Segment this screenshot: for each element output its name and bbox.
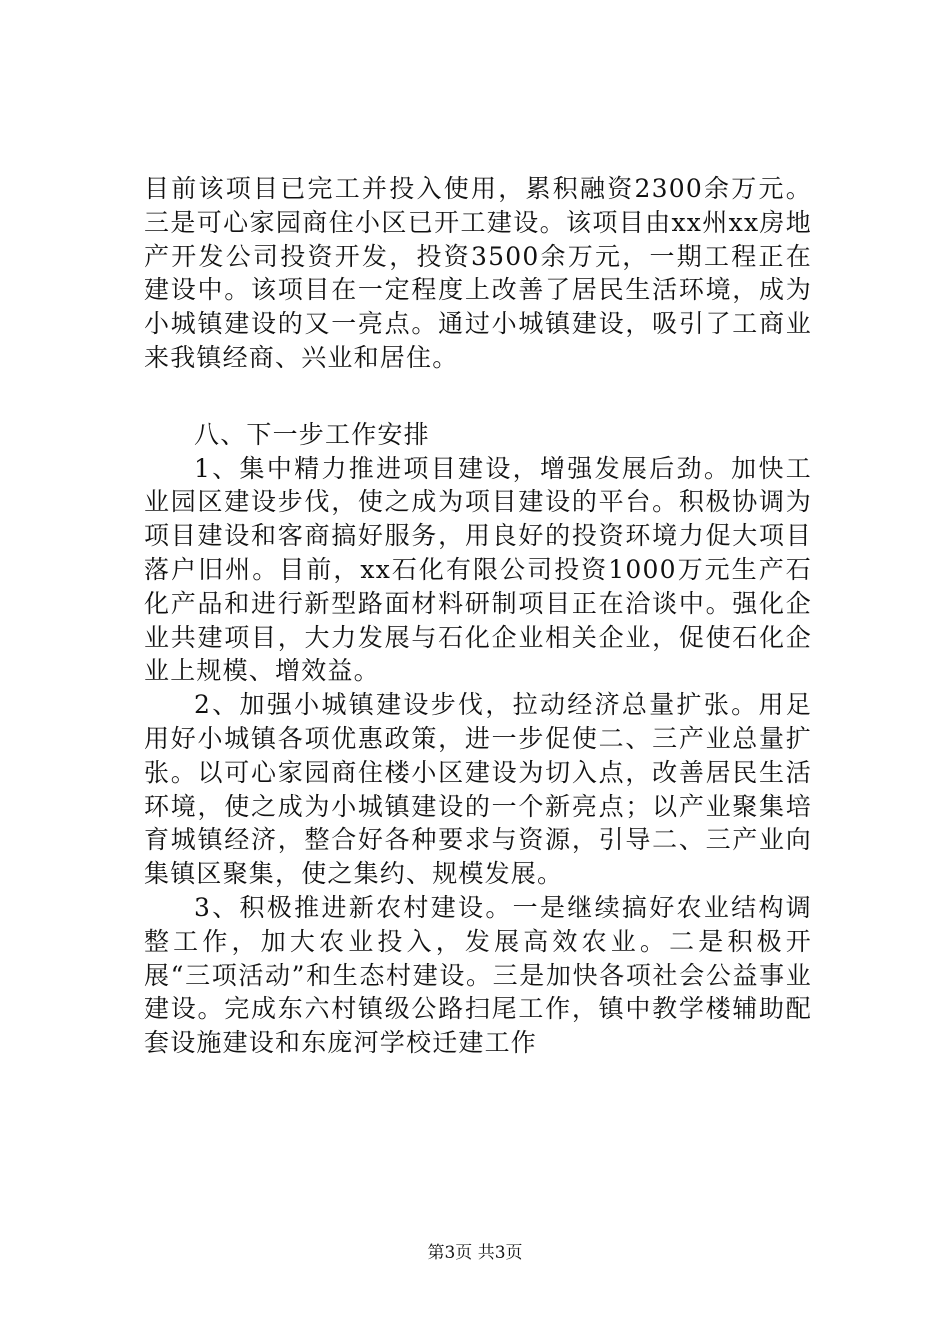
document-body	[144, 172, 812, 1060]
body-paragraph: 目前该项目已完工并投入使用，累积融资2300余万元。三是可心家园商住小区已开工建设。该项目由xx州xx房地产开发公司投资开发，投资3500余万元，一期工程正在建设中。该项目在一定程度上改善了居民生活环境，成为小城镇建设的又一亮点。通过小城镇建设，吸引了工商业来我镇经商、兴业和居住。	[144, 174, 812, 372]
body-paragraph: 3、积极推进新农村建设。一是继续搞好农业结构调整工作，加大农业投入，发展高效农业。二是积极开展“三项活动”和生态村建设。三是加快各项社会公益事业建设。完成东六村镇级公路扫尾工作，镇中教学楼辅助配套设施建设和东庞河学校迁建工作	[144, 892, 812, 1058]
body-paragraph: 1、集中精力推进项目建设，增强发展后劲。加快工业园区建设步伐，使之成为项目建设的平台。积极协调为项目建设和客商搞好服务，用良好的投资环境力促大项目落户旧州。目前，xx石化有限公司投资1000万元生产石化产品和进行新型路面材料研制项目正在洽谈中。强化企业共建项目，大力发展与石化企业相关企业，促使石化企业上规模、增效益。	[144, 453, 812, 686]
body-paragraph: 2、加强小城镇建设步伐，拉动经济总量扩张。用足用好小城镇各项优惠政策，进一步促使二、三产业总量扩张。以可心家园商住楼小区建设为切入点，改善居民生活环境，使之成为小城镇建设的一个新亮点；以产业聚集培育城镇经济，整合好各种要求与资源，引导二、三产业向集镇区聚集，使之集约、规模发展。	[144, 690, 812, 889]
paragraph-gap	[144, 375, 812, 418]
page-footer: 第3页 共3页	[427, 1243, 523, 1263]
section-heading: 八、下一步工作安排	[194, 419, 430, 449]
